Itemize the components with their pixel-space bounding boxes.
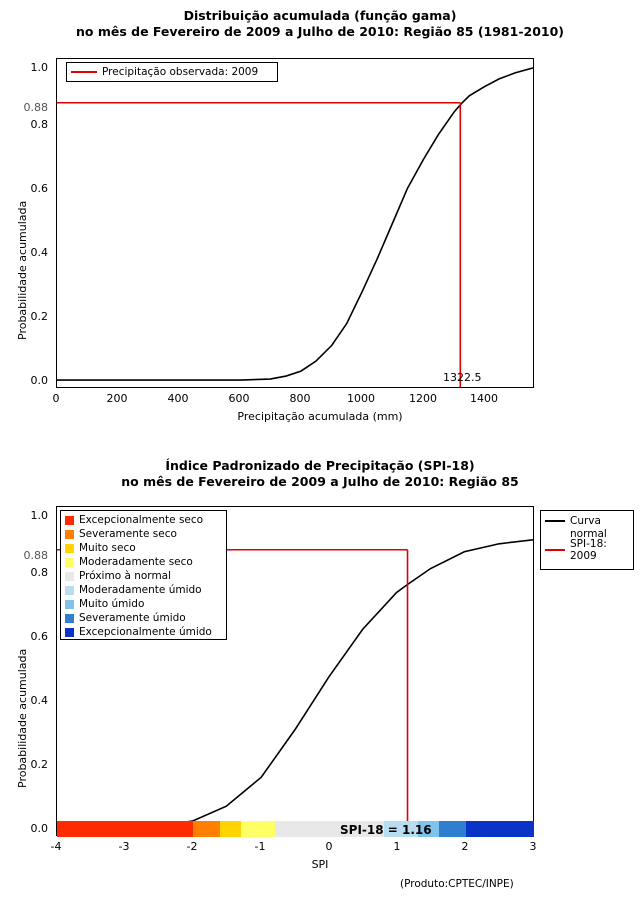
bottom-xtick-2: -2	[186, 840, 198, 853]
top-chart-title	[0, 0, 640, 40]
legend-swatch-proximo-a-normal	[65, 572, 74, 581]
top-ytick-4: 0.8	[30, 118, 48, 131]
top-xtick-0: 0	[52, 392, 60, 405]
bottom-category-legend	[60, 510, 227, 640]
bottom-xtick-1: -3	[118, 840, 130, 853]
top-x-axis-label: Precipitação acumulada (mm)	[237, 410, 403, 423]
spi-value-label: SPI-18 = 1.16	[340, 823, 432, 837]
legend-swatch-muito-seco	[65, 544, 74, 553]
legend-swatch-excepcionalmente-umido	[65, 628, 74, 637]
classbar-excepcionalmente-seco	[57, 821, 193, 837]
top-xtick-3: 600	[228, 392, 250, 405]
bottom-title-line-1: Índice Padronizado de Precipitação (SPI-18)	[165, 458, 475, 473]
bottom-xtick-0: -4	[50, 840, 62, 853]
bottom-ytick-3: 0.6	[30, 630, 48, 643]
bottom-title-line-2: no mês de Fevereiro de 2009 a Julho de 2010: Região 85	[121, 474, 519, 489]
bottom-ytick-2: 0.4	[30, 694, 48, 707]
top-xtick-4: 800	[289, 392, 311, 405]
chart-panel-spi	[0, 450, 640, 900]
legend-line-spi-2009	[545, 549, 565, 551]
classbar-severamente-seco	[193, 821, 220, 837]
bottom-ytick-4: 0.8	[30, 566, 48, 579]
bottom-ytick-1: 0.2	[30, 758, 48, 771]
legend-line-curva-normal	[545, 520, 565, 522]
top-marker-x-label: 1322.5	[443, 371, 482, 384]
legend-label-0: Excepcionalmente seco	[79, 514, 204, 526]
top-marker-y-label: 0.88	[23, 101, 48, 114]
top-ytick-0: 0.0	[30, 374, 48, 387]
bottom-x-axis-label: SPI	[311, 858, 329, 871]
legend-swatch-moderadamente-seco	[65, 558, 74, 567]
legend-label-2: Muito seco	[79, 542, 136, 554]
top-xtick-6: 1200	[409, 392, 437, 405]
legend-label-8: Excepcionalmente úmido	[79, 626, 212, 638]
bottom-y-axis-label: Probabilidade acumulada	[16, 648, 29, 788]
bottom-xtick-7: 3	[529, 840, 537, 853]
bottom-xtick-5: 1	[393, 840, 401, 853]
top-y-axis-label: Probabilidade acumulada	[16, 200, 29, 340]
legend-swatch-severamente-umido	[65, 614, 74, 623]
legend-label-6: Muito úmido	[79, 598, 145, 610]
legend-right-label-0b: normal	[570, 527, 607, 540]
top-legend	[66, 62, 278, 82]
legend-label-4: Próximo à normal	[79, 570, 172, 582]
bottom-xtick-3: -1	[254, 840, 266, 853]
legend-right-label-0a: Curva	[570, 514, 601, 527]
top-xtick-7: 1400	[470, 392, 498, 405]
classbar-severamente-umido	[439, 821, 466, 837]
legend-swatch-muito-umido	[65, 600, 74, 609]
classbar-moderadamente-seco	[241, 821, 275, 837]
spi-class-colorbar	[57, 821, 534, 837]
bottom-xtick-6: 2	[461, 840, 469, 853]
top-plot-area	[56, 58, 534, 388]
legend-swatch-severamente-seco	[65, 530, 74, 539]
bottom-ytick-5: 1.0	[30, 509, 48, 522]
top-legend-label: Precipitação observada: 2009	[102, 66, 259, 78]
legend-swatch-excepcionalmente-seco	[65, 516, 74, 525]
top-legend-line-icon	[71, 71, 97, 73]
legend-label-3: Moderadamente seco	[79, 556, 193, 568]
classbar-muito-seco	[220, 821, 241, 837]
legend-label-1: Severamente seco	[79, 528, 177, 540]
legend-label-5: Moderadamente úmido	[79, 584, 202, 596]
top-xtick-5: 1000	[347, 392, 375, 405]
bottom-ytick-0: 0.0	[30, 822, 48, 835]
top-title-line-1: Distribuição acumulada (função gama)	[183, 8, 457, 23]
top-curve-svg	[57, 59, 533, 387]
top-ytick-2: 0.4	[30, 246, 48, 259]
top-ytick-3: 0.6	[30, 182, 48, 195]
top-ytick-5: 1.0	[30, 61, 48, 74]
bottom-marker-y-label: 0.88	[23, 549, 48, 562]
top-xtick-2: 400	[167, 392, 189, 405]
top-ytick-1: 0.2	[30, 310, 48, 323]
legend-label-7: Severamente úmido	[79, 612, 186, 624]
bottom-chart-title	[0, 450, 640, 490]
classbar-excepcionalmente-umido	[466, 821, 534, 837]
legend-swatch-moderadamente-umido	[65, 586, 74, 595]
legend-right-label-1a: SPI-18: 2009	[570, 537, 607, 562]
top-xtick-1: 200	[106, 392, 128, 405]
top-title-line-2: no mês de Fevereiro de 2009 a Julho de 2010: Região 85 (1981-2010)	[75, 24, 565, 39]
credit-label: (Produto:CPTEC/INPE)	[400, 878, 514, 890]
bottom-xtick-4: 0	[325, 840, 333, 853]
bottom-series-legend	[540, 510, 634, 570]
